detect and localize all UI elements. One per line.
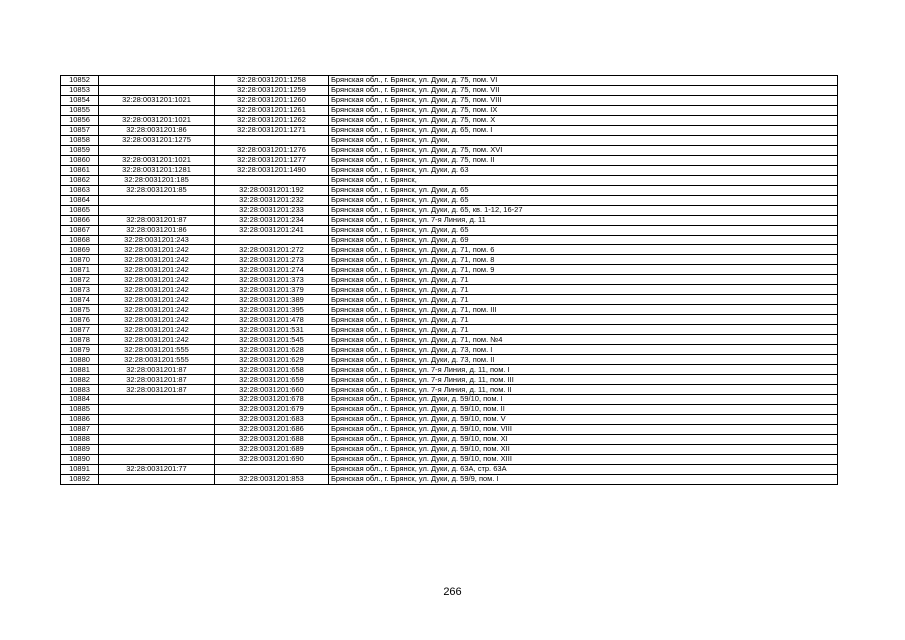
- parent-cadastral-cell: [99, 444, 215, 454]
- row-number-cell: 10870: [61, 255, 99, 265]
- row-number-cell: 10853: [61, 85, 99, 95]
- parent-cadastral-cell: [99, 395, 215, 405]
- row-number-cell: 10880: [61, 355, 99, 365]
- address-cell: Брянская обл., г. Брянск, ул. Дуки, д. 75, пом. IX: [329, 105, 838, 115]
- row-number-cell: 10868: [61, 235, 99, 245]
- parent-cadastral-cell: 32:28:0031201:242: [99, 295, 215, 305]
- cadastral-number-cell: 32:28:0031201:395: [215, 305, 329, 315]
- parent-cadastral-cell: [99, 145, 215, 155]
- cadastral-number-cell: 32:28:0031201:1271: [215, 125, 329, 135]
- cadastral-number-cell: 32:28:0031201:679: [215, 404, 329, 414]
- table-row: [61, 155, 838, 165]
- parent-cadastral-cell: 32:28:0031201:555: [99, 355, 215, 365]
- row-number-cell: 10865: [61, 205, 99, 215]
- parent-cadastral-cell: [99, 454, 215, 464]
- table-row: [61, 185, 838, 195]
- address-cell: Брянская обл., г. Брянск, ул. Дуки, д. 59/9, пом. I: [329, 474, 838, 484]
- table-row: [61, 125, 838, 135]
- parent-cadastral-cell: 32:28:0031201:85: [99, 185, 215, 195]
- cadastral-number-cell: 32:28:0031201:689: [215, 444, 329, 454]
- table-row: [61, 85, 838, 95]
- row-number-cell: 10864: [61, 195, 99, 205]
- parent-cadastral-cell: [99, 85, 215, 95]
- address-cell: Брянская обл., г. Брянск, ул. Дуки, д. 65, кв. 1-12, 16-27: [329, 205, 838, 215]
- table-row: [61, 355, 838, 365]
- parent-cadastral-cell: 32:28:0031201:242: [99, 245, 215, 255]
- address-cell: Брянская обл., г. Брянск, ул. Дуки, д. 71, пом. 8: [329, 255, 838, 265]
- parent-cadastral-cell: 32:28:0031201:1021: [99, 95, 215, 105]
- row-number-cell: 10863: [61, 185, 99, 195]
- cadastral-number-cell: 32:28:0031201:686: [215, 424, 329, 434]
- address-cell: Брянская обл., г. Брянск, ул. Дуки, д. 71: [329, 295, 838, 305]
- parent-cadastral-cell: 32:28:0031201:242: [99, 265, 215, 275]
- row-number-cell: 10873: [61, 285, 99, 295]
- table-row: [61, 424, 838, 434]
- row-number-cell: 10883: [61, 385, 99, 395]
- parent-cadastral-cell: [99, 105, 215, 115]
- table-row: [61, 345, 838, 355]
- parent-cadastral-cell: [99, 474, 215, 484]
- address-cell: Брянская обл., г. Брянск, ул. Дуки, д. 59/10, пом. XIII: [329, 454, 838, 464]
- row-number-cell: 10885: [61, 404, 99, 414]
- row-number-cell: 10867: [61, 225, 99, 235]
- cadastral-number-cell: 32:28:0031201:274: [215, 265, 329, 275]
- cadastral-number-cell: 32:28:0031201:272: [215, 245, 329, 255]
- table-row: [61, 76, 838, 86]
- address-cell: Брянская обл., г. Брянск, ул. Дуки, д. 75, пом. VI: [329, 76, 838, 86]
- table-row: [61, 265, 838, 275]
- row-number-cell: 10879: [61, 345, 99, 355]
- row-number-cell: 10874: [61, 295, 99, 305]
- parent-cadastral-cell: 32:28:0031201:242: [99, 315, 215, 325]
- cadastral-number-cell: 32:28:0031201:232: [215, 195, 329, 205]
- address-cell: Брянская обл., г. Брянск, ул. Дуки,: [329, 135, 838, 145]
- cadastral-number-cell: 32:28:0031201:1262: [215, 115, 329, 125]
- cadastral-number-cell: 32:28:0031201:233: [215, 205, 329, 215]
- table-row: [61, 115, 838, 125]
- row-number-cell: 10855: [61, 105, 99, 115]
- parent-cadastral-cell: 32:28:0031201:555: [99, 345, 215, 355]
- address-cell: Брянская обл., г. Брянск, ул. Дуки, д. 71: [329, 315, 838, 325]
- address-cell: Брянская обл., г. Брянск, ул. Дуки, д. 71, пом. №4: [329, 335, 838, 345]
- parent-cadastral-cell: [99, 76, 215, 86]
- table-row: [61, 454, 838, 464]
- row-number-cell: 10859: [61, 145, 99, 155]
- address-cell: Брянская обл., г. Брянск, ул. Дуки, д. 63: [329, 165, 838, 175]
- parent-cadastral-cell: 32:28:0031201:242: [99, 255, 215, 265]
- address-cell: Брянская обл., г. Брянск, ул. Дуки, д. 71, пом. 6: [329, 245, 838, 255]
- table-row: [61, 414, 838, 424]
- cadastral-number-cell: [215, 135, 329, 145]
- parent-cadastral-cell: 32:28:0031201:87: [99, 385, 215, 395]
- address-cell: Брянская обл., г. Брянск, ул. Дуки, д. 71, пом. III: [329, 305, 838, 315]
- parent-cadastral-cell: 32:28:0031201:87: [99, 365, 215, 375]
- cadastral-number-cell: 32:28:0031201:678: [215, 395, 329, 405]
- row-number-cell: 10858: [61, 135, 99, 145]
- parent-cadastral-cell: 32:28:0031201:242: [99, 335, 215, 345]
- row-number-cell: 10884: [61, 395, 99, 405]
- table-row: [61, 275, 838, 285]
- cadastral-number-cell: 32:28:0031201:1259: [215, 85, 329, 95]
- parent-cadastral-cell: [99, 195, 215, 205]
- address-cell: Брянская обл., г. Брянск, ул. Дуки, д. 75, пом. VII: [329, 85, 838, 95]
- table-row: [61, 464, 838, 474]
- row-number-cell: 10866: [61, 215, 99, 225]
- table-row: [61, 434, 838, 444]
- row-number-cell: 10889: [61, 444, 99, 454]
- address-cell: Брянская обл., г. Брянск, ул. Дуки, д. 71: [329, 325, 838, 335]
- address-cell: Брянская обл., г. Брянск, ул. Дуки, д. 65: [329, 185, 838, 195]
- address-cell: Брянская обл., г. Брянск, ул. 7-я Линия, д. 11, пом. II: [329, 385, 838, 395]
- cadastral-number-cell: 32:28:0031201:683: [215, 414, 329, 424]
- table-row: [61, 305, 838, 315]
- table-row: [61, 444, 838, 454]
- address-cell: Брянская обл., г. Брянск, ул. Дуки, д. 71: [329, 285, 838, 295]
- address-cell: Брянская обл., г. Брянск, ул. Дуки, д. 59/10, пом. II: [329, 404, 838, 414]
- address-cell: Брянская обл., г. Брянск, ул. Дуки, д. 65, пом. I: [329, 125, 838, 135]
- cadastral-number-cell: 32:28:0031201:659: [215, 375, 329, 385]
- table-row: [61, 135, 838, 145]
- table-row: [61, 255, 838, 265]
- table-row: [61, 95, 838, 105]
- address-cell: Брянская обл., г. Брянск, ул. Дуки, д. 65: [329, 225, 838, 235]
- cadastral-number-cell: 32:28:0031201:629: [215, 355, 329, 365]
- cadastral-number-cell: 32:28:0031201:658: [215, 365, 329, 375]
- address-cell: Брянская обл., г. Брянск, ул. Дуки, д. 73, пом. II: [329, 355, 838, 365]
- cadastral-number-cell: 32:28:0031201:1277: [215, 155, 329, 165]
- parent-cadastral-cell: [99, 424, 215, 434]
- cadastral-number-cell: 32:28:0031201:853: [215, 474, 329, 484]
- row-number-cell: 10854: [61, 95, 99, 105]
- table-row: [61, 165, 838, 175]
- cadastral-number-cell: 32:28:0031201:531: [215, 325, 329, 335]
- table-row: [61, 335, 838, 345]
- address-cell: Брянская обл., г. Брянск, ул. Дуки, д. 75, пом. VIII: [329, 95, 838, 105]
- address-cell: Брянская обл., г. Брянск, ул. Дуки, д. 75, пом. II: [329, 155, 838, 165]
- table-row: [61, 175, 838, 185]
- table-row: [61, 385, 838, 395]
- cadastral-number-cell: [215, 235, 329, 245]
- row-number-cell: 10886: [61, 414, 99, 424]
- address-cell: Брянская обл., г. Брянск, ул. 7-я Линия, д. 11: [329, 215, 838, 225]
- row-number-cell: 10882: [61, 375, 99, 385]
- table-row: [61, 285, 838, 295]
- row-number-cell: 10875: [61, 305, 99, 315]
- cadastral-number-cell: 32:28:0031201:389: [215, 295, 329, 305]
- address-cell: Брянская обл., г. Брянск, ул. Дуки, д. 59/10, пом. I: [329, 395, 838, 405]
- address-cell: Брянская обл., г. Брянск, ул. Дуки, д. 75, пом. X: [329, 115, 838, 125]
- parent-cadastral-cell: 32:28:0031201:242: [99, 285, 215, 295]
- table-row: [61, 245, 838, 255]
- cadastral-number-cell: 32:28:0031201:234: [215, 215, 329, 225]
- row-number-cell: 10852: [61, 76, 99, 86]
- table-row: [61, 105, 838, 115]
- cadastral-number-cell: 32:28:0031201:373: [215, 275, 329, 285]
- parent-cadastral-cell: 32:28:0031201:86: [99, 125, 215, 135]
- address-cell: Брянская обл., г. Брянск, ул. Дуки, д. 75, пом. XVI: [329, 145, 838, 155]
- cadastral-number-cell: 32:28:0031201:241: [215, 225, 329, 235]
- parent-cadastral-cell: [99, 434, 215, 444]
- parent-cadastral-cell: 32:28:0031201:242: [99, 325, 215, 335]
- cadastral-number-cell: 32:28:0031201:660: [215, 385, 329, 395]
- address-cell: Брянская обл., г. Брянск,: [329, 175, 838, 185]
- cadastral-number-cell: 32:28:0031201:192: [215, 185, 329, 195]
- address-cell: Брянская обл., г. Брянск, ул. Дуки, д. 59/10, пом. V: [329, 414, 838, 424]
- table-row: [61, 375, 838, 385]
- parent-cadastral-cell: 32:28:0031201:77: [99, 464, 215, 474]
- table-row: [61, 315, 838, 325]
- table-row: [61, 235, 838, 245]
- row-number-cell: 10890: [61, 454, 99, 464]
- parent-cadastral-cell: 32:28:0031201:87: [99, 375, 215, 385]
- row-number-cell: 10888: [61, 434, 99, 444]
- cadastral-number-cell: [215, 175, 329, 185]
- row-number-cell: 10871: [61, 265, 99, 275]
- parent-cadastral-cell: 32:28:0031201:1021: [99, 155, 215, 165]
- row-number-cell: 10878: [61, 335, 99, 345]
- cadastral-number-cell: 32:28:0031201:1276: [215, 145, 329, 155]
- cadastral-number-cell: 32:28:0031201:688: [215, 434, 329, 444]
- cadastral-number-cell: 32:28:0031201:1490: [215, 165, 329, 175]
- table-row: [61, 395, 838, 405]
- registry-table: [60, 75, 838, 485]
- parent-cadastral-cell: 32:28:0031201:185: [99, 175, 215, 185]
- cadastral-number-cell: 32:28:0031201:1260: [215, 95, 329, 105]
- address-cell: Брянская обл., г. Брянск, ул. 7-я Линия, д. 11, пом. I: [329, 365, 838, 375]
- row-number-cell: 10860: [61, 155, 99, 165]
- address-cell: Брянская обл., г. Брянск, ул. Дуки, д. 59/10, пом. XII: [329, 444, 838, 454]
- parent-cadastral-cell: [99, 414, 215, 424]
- cadastral-number-cell: 32:28:0031201:273: [215, 255, 329, 265]
- table-row: [61, 225, 838, 235]
- parent-cadastral-cell: 32:28:0031201:1275: [99, 135, 215, 145]
- cadastral-number-cell: 32:28:0031201:1261: [215, 105, 329, 115]
- table-row: [61, 195, 838, 205]
- address-cell: Брянская обл., г. Брянск, ул. Дуки, д. 71: [329, 275, 838, 285]
- table-row: [61, 205, 838, 215]
- parent-cadastral-cell: 32:28:0031201:242: [99, 275, 215, 285]
- row-number-cell: 10862: [61, 175, 99, 185]
- parent-cadastral-cell: 32:28:0031201:243: [99, 235, 215, 245]
- row-number-cell: 10892: [61, 474, 99, 484]
- parent-cadastral-cell: 32:28:0031201:1281: [99, 165, 215, 175]
- cadastral-number-cell: 32:28:0031201:690: [215, 454, 329, 464]
- row-number-cell: 10881: [61, 365, 99, 375]
- row-number-cell: 10857: [61, 125, 99, 135]
- cadastral-number-cell: 32:28:0031201:1258: [215, 76, 329, 86]
- table-row: [61, 295, 838, 305]
- address-cell: Брянская обл., г. Брянск, ул. Дуки, д. 71, пом. 9: [329, 265, 838, 275]
- row-number-cell: 10891: [61, 464, 99, 474]
- parent-cadastral-cell: 32:28:0031201:87: [99, 215, 215, 225]
- cadastral-number-cell: 32:28:0031201:545: [215, 335, 329, 345]
- cadastral-number-cell: [215, 464, 329, 474]
- table-row: [61, 215, 838, 225]
- address-cell: Брянская обл., г. Брянск, ул. Дуки, д. 59/10, пом. VIII: [329, 424, 838, 434]
- parent-cadastral-cell: [99, 205, 215, 215]
- address-cell: Брянская обл., г. Брянск, ул. Дуки, д. 63А, стр. 63А: [329, 464, 838, 474]
- address-cell: Брянская обл., г. Брянск, ул. Дуки, д. 59/10, пом. XI: [329, 434, 838, 444]
- table-row: [61, 145, 838, 155]
- row-number-cell: 10869: [61, 245, 99, 255]
- row-number-cell: 10861: [61, 165, 99, 175]
- address-cell: Брянская обл., г. Брянск, ул. 7-я Линия, д. 11, пом. III: [329, 375, 838, 385]
- parent-cadastral-cell: [99, 404, 215, 414]
- cadastral-number-cell: 32:28:0031201:379: [215, 285, 329, 295]
- page-number: 266: [443, 586, 462, 598]
- registry-table-body: [61, 76, 838, 485]
- table-row: [61, 325, 838, 335]
- parent-cadastral-cell: 32:28:0031201:86: [99, 225, 215, 235]
- row-number-cell: 10876: [61, 315, 99, 325]
- table-row: [61, 404, 838, 414]
- table-row: [61, 474, 838, 484]
- cadastral-number-cell: 32:28:0031201:478: [215, 315, 329, 325]
- parent-cadastral-cell: 32:28:0031201:1021: [99, 115, 215, 125]
- row-number-cell: 10887: [61, 424, 99, 434]
- row-number-cell: 10877: [61, 325, 99, 335]
- row-number-cell: 10856: [61, 115, 99, 125]
- row-number-cell: 10872: [61, 275, 99, 285]
- parent-cadastral-cell: 32:28:0031201:242: [99, 305, 215, 315]
- address-cell: Брянская обл., г. Брянск, ул. Дуки, д. 69: [329, 235, 838, 245]
- cadastral-number-cell: 32:28:0031201:628: [215, 345, 329, 355]
- address-cell: Брянская обл., г. Брянск, ул. Дуки, д. 73, пом. I: [329, 345, 838, 355]
- table-row: [61, 365, 838, 375]
- address-cell: Брянская обл., г. Брянск, ул. Дуки, д. 65: [329, 195, 838, 205]
